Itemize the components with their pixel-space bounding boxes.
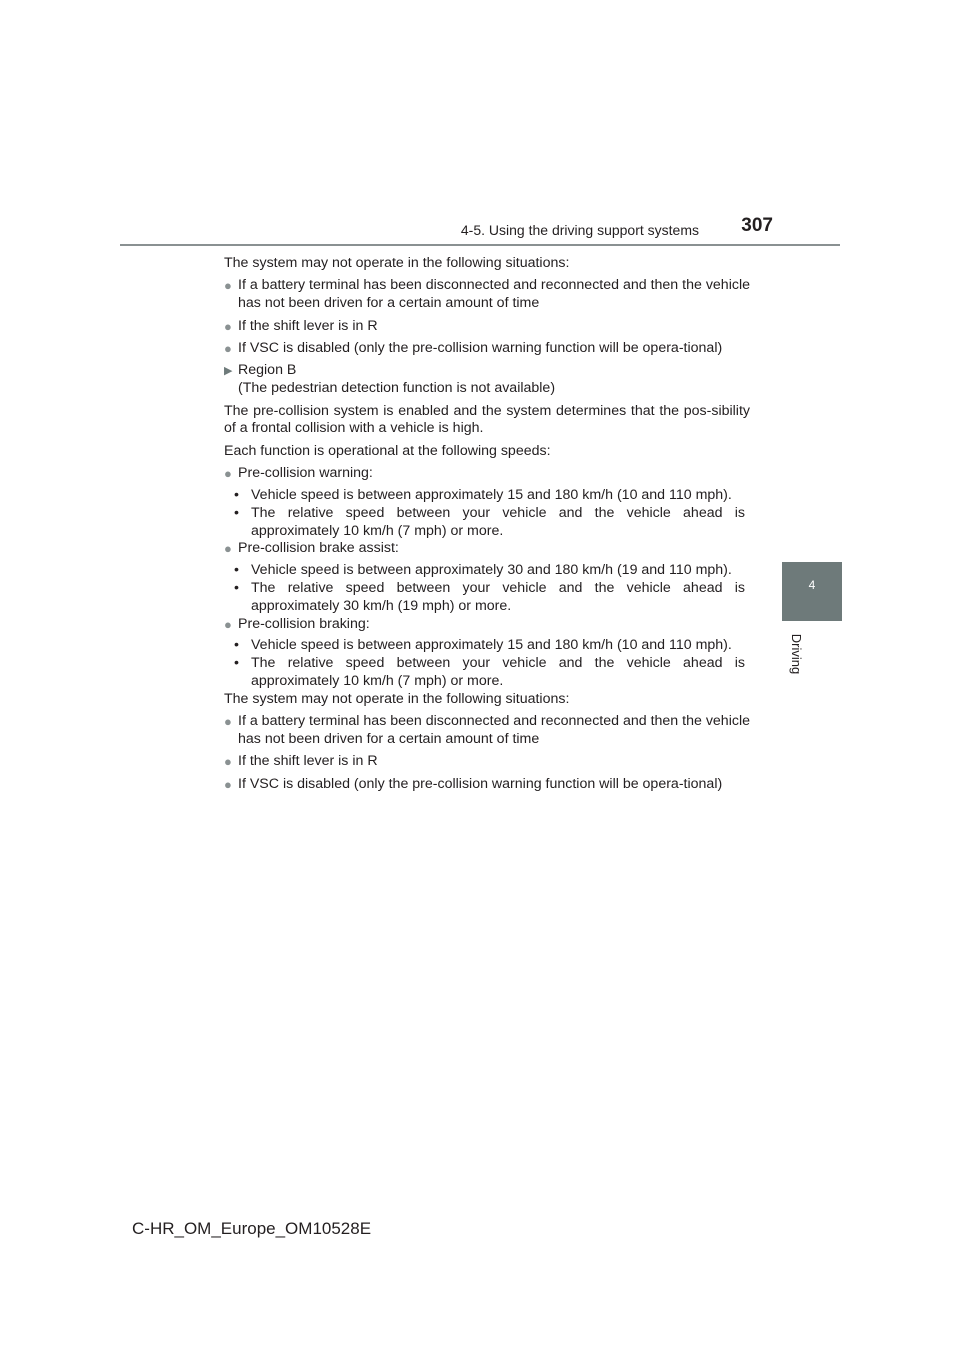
condition-text: The relative speed between your vehicle and the vehicle ahead is approximately 30 km/h (19 mph) or more. (251, 579, 745, 614)
intro-paragraph: The system may not operate in the following situations: (224, 255, 570, 271)
list-item (224, 340, 750, 358)
list-item (224, 753, 750, 771)
function-group (224, 540, 750, 615)
region-note: (The pedestrian detection function is not available) (238, 380, 556, 397)
list-item (224, 776, 750, 794)
circle-bullet-icon: ● (224, 466, 232, 482)
chapter-number: 4 (808, 578, 816, 592)
condition-text: Vehicle speed is between approximately 30 and 180 km/h (19 and 110 mph). (251, 562, 732, 579)
function-name-row (224, 540, 750, 558)
condition-item: • Vehicle speed is between approximately 15 and 180 km/h (10 and 110 mph). (234, 487, 750, 505)
condition-text: The relative speed between your vehicle and the vehicle ahead is approximately 10 km/h (7 mph) or more. (251, 655, 745, 689)
list-item-text: If a battery terminal has been disconnected and reconnected and then the vehicle has not been driven for a certain amount of time (238, 713, 750, 747)
list-item-text: If the shift lever is in R (238, 753, 378, 770)
function-name: Pre-collision warning: (238, 465, 373, 482)
list-item-text: If a battery terminal has been disconnected and reconnected and then the vehicle has not been driven for a certain amount of time (238, 277, 750, 312)
intro-paragraph: The system may not operate in the following situations: (224, 690, 570, 707)
chapter-tab (782, 562, 842, 621)
function-name-row (224, 465, 750, 483)
list-item-text: If the shift lever is in R (238, 317, 378, 334)
list-item (224, 713, 750, 749)
speeds-intro: Each function is operational at the following speeds: (224, 442, 551, 459)
circle-bullet-icon: ● (224, 318, 232, 334)
circle-bullet-icon: ● (224, 278, 232, 294)
condition-text: The relative speed between your vehicle and the vehicle ahead is approximately 10 km/h (7 mph) or more. (251, 504, 745, 539)
list-item (224, 277, 750, 313)
condition-text: Vehicle speed is between approximately 15 and 180 km/h (10 and 110 mph). (251, 637, 732, 654)
description-paragraph: The pre-collision system is enabled and the system determines that the pos-sibility of a frontal collision with a vehicle is high. (224, 402, 750, 437)
circle-bullet-icon: ● (224, 754, 232, 770)
condition-text: Vehicle speed is between approximately 15 and 180 km/h (10 and 110 mph). (251, 486, 732, 503)
page-header (120, 214, 840, 246)
region-heading (224, 362, 750, 398)
condition-item: • The relative speed between your vehicle and the vehicle ahead is approximately 10 km/h (7 mph) or more. (234, 505, 750, 541)
circle-bullet-icon: ● (224, 616, 232, 632)
circle-bullet-icon: ● (224, 776, 232, 792)
triangle-right-icon: ▶ (224, 365, 233, 378)
list-item (224, 318, 750, 336)
function-conditions (224, 562, 750, 615)
page-content (224, 255, 750, 798)
function-group (224, 465, 750, 540)
circle-bullet-icon: ● (224, 714, 232, 730)
function-name-row (224, 616, 750, 634)
chapter-label: Driving (789, 633, 804, 675)
circle-bullet-icon: ● (224, 340, 232, 356)
function-name: Pre-collision braking: (238, 615, 370, 632)
condition-item: • The relative speed between your vehicle and the vehicle ahead is approximately 10 km/h (7 mph) or more. (234, 655, 750, 691)
condition-item: • Vehicle speed is between approximately 15 and 180 km/h (10 and 110 mph). (234, 637, 750, 655)
circle-bullet-icon: ● (224, 541, 232, 557)
document-id: C-HR_OM_Europe_OM10528E (132, 1219, 372, 1238)
function-conditions (224, 487, 750, 540)
function-name: Pre-collision brake assist: (238, 540, 399, 557)
page-number: 307 (741, 215, 773, 236)
region-title: Region B (238, 362, 297, 379)
section-title: 4-5. Using the driving support systems (460, 222, 699, 238)
condition-item: • The relative speed between your vehicle and the vehicle ahead is approximately 30 km/h (19 mph) or more. (234, 580, 750, 616)
list-item-text: If VSC is disabled (only the pre-collision warning function will be opera-tional) (238, 339, 723, 356)
function-group (224, 616, 750, 691)
condition-item: • Vehicle speed is between approximately 30 and 180 km/h (19 and 110 mph). (234, 562, 750, 580)
function-conditions (224, 637, 750, 690)
list-item-text: If VSC is disabled (only the pre-collision warning function will be opera-tional) (238, 775, 723, 792)
